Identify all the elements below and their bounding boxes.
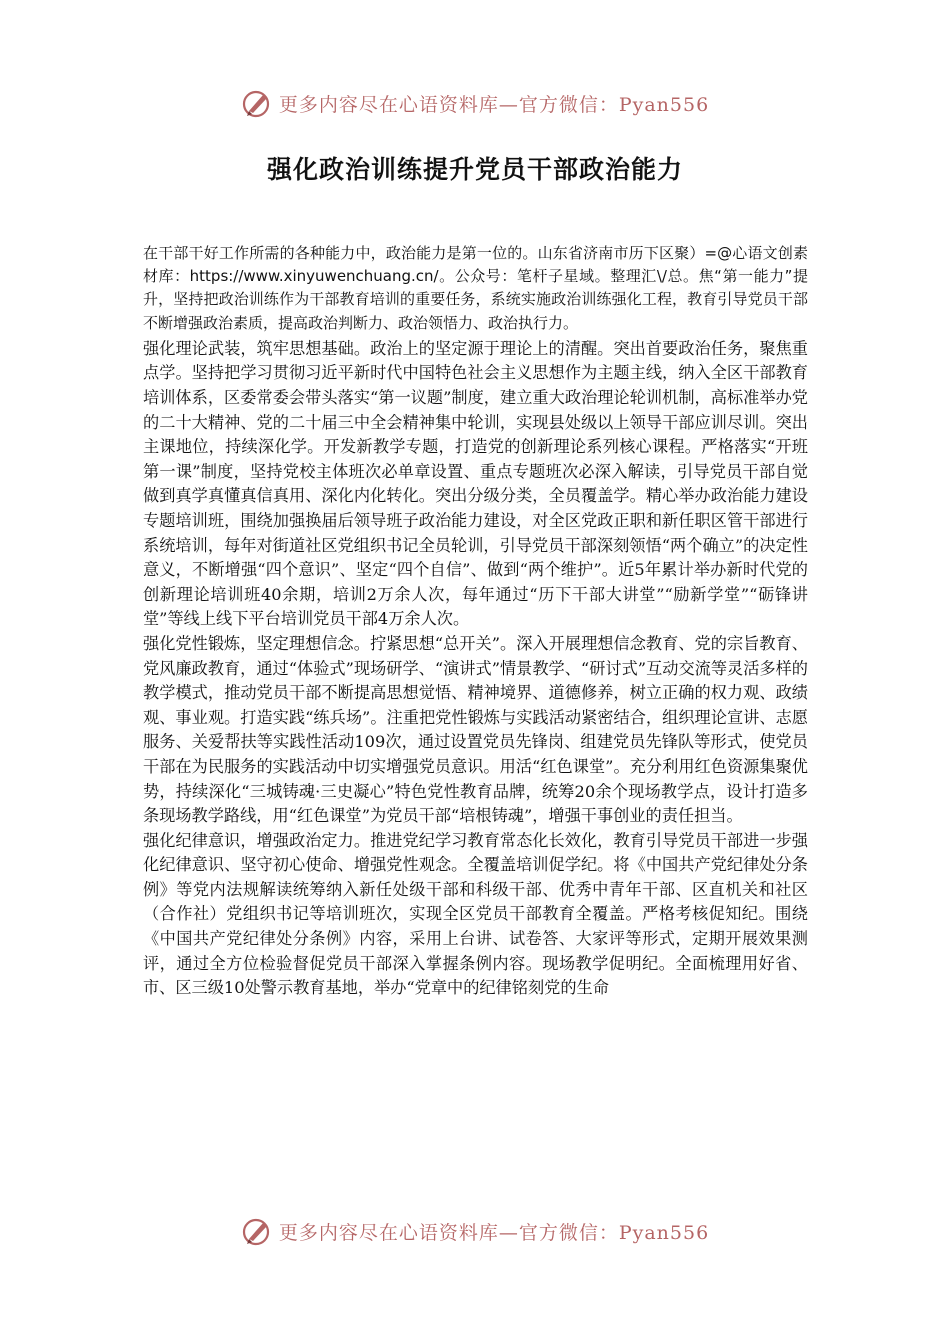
body-paragraph-1: 强化理论武装，筑牢思想基础。政治上的坚定源于理论上的清醒。突出首要政治任务，聚焦重点学。坚持把学习贯彻习近平新时代中国特色社会主义思想作为主题主线，纳入全区干部教育培训体系，区委常委会带头落实“第一议题”制度，建立重大政治理论轮训机制，高标准举办党的二十大精神、党的二十届三中全会精神集中轮训，实现县处级以上领导干部应训尽训。突出主课地位，持续深化学。开发新教学专题，打造党的创新理论系列核心课程。严格落实“开班第一课”制度，坚持党校主体班次必单章设置、重点专题班次必深入解读，引导党员干部自觉做到真学真懂真信真用、深化内化转化。突出分级分类，全员覆盖学。精心举办政治能力建设专题培训班，围绕加强换届后领导班子政治能力建设，对全区党政正职和新任职区管干部进行系统培训，每年对街道社区党组织书记全员轮训，引导党员干部深刻领悟“两个确立”的决定性意义，不断增强“四个意识”、坚定“四个自信”、做到“两个维护”。近5年累计举办新时代党的创新理论培训班40余期，培训2万余人次，每年通过“历下干部大讲堂”“励新学堂”“砺锋讲堂”等线上线下平台培训党员干部4万余人次。	[143, 338, 808, 629]
watermark-banner-top	[0, 83, 950, 123]
watermark-text: 更多内容尽在心语资料库—官方微信：Pyan556	[278, 1221, 710, 1244]
document-body	[143, 242, 808, 1001]
document-title: 强化政治训练提升党员干部政治能力	[266, 155, 683, 184]
pen-circle-logo-icon	[241, 1215, 273, 1247]
body-paragraph-2: 强化党性锻炼，坚定理想信念。拧紧思想“总开关”。深入开展理想信念教育、党的宗旨教育、党风廉政教育，通过“体验式”现场研学、“演讲式”情景教学、“研讨式”互动交流等灵活多样的教学模式，推动党员干部不断提高思想觉悟、精神境界、道德修养，树立正确的权力观、政绩观、事业观。打造实践“练兵场”。注重把党性锻炼与实践活动紧密结合，组织理论宣讲、志愿服务、关爱帮扶等实践性活动109次，通过设置党员先锋岗、组建党员先锋队等形式，使党员干部在为民服务的实践活动中切实增强党员意识。用活“红色课堂”。充分利用红色资源集聚优势，持续深化“三城铸魂·三史凝心”特色党性教育品牌，统筹20余个现场教学点，设计打造多条现场教学路线，用“红色课堂”为党员干部“培根铸魂”，增强干事创业的责任担当。	[143, 633, 808, 826]
watermark-banner-bottom	[0, 1211, 950, 1251]
watermark-text: 更多内容尽在心语资料库—官方微信：Pyan556	[278, 93, 710, 116]
body-paragraph-3: 强化纪律意识，增强政治定力。推进党纪学习教育常态化长效化，教育引导党员干部进一步强化纪律意识、坚守初心使命、增强党性观念。全覆盖培训促学纪。将《中国共产党纪律处分条例》等党内法规解读统筹纳入新任处级干部和科级干部、优秀中青年干部、区直机关和社区（合作社）党组织书记等培训班次，实现全区党员干部教育全覆盖。严格考核促知纪。围绕《中国共产党纪律处分条例》内容，采用上台讲、试卷答、大家评等形式，定期开展效果测评，通过全方位检验督促党员干部深入掌握条例内容。现场教学促明纪。全面梳理用好省、市、区三级10处警示教育基地，举办“党章中的纪律铭刻党的生命	[143, 830, 808, 998]
pen-circle-logo-icon	[241, 87, 273, 119]
intro-paragraph: 在干部干好工作所需的各种能力中，政治能力是第一位的。山东省济南市历下区聚）=@心语文创素材库：https://www.xinyuwenchuang.cn/。公众号：笔杆子星域。整理汇\/总。焦“第一能力”提升，坚持把政治训练作为干部教育培训的重要任务，系统实施政治训练强化工程，教育引导党员干部不断增强政治素质，提高政治判断力、政治领悟力、政治执行力。	[143, 244, 808, 332]
